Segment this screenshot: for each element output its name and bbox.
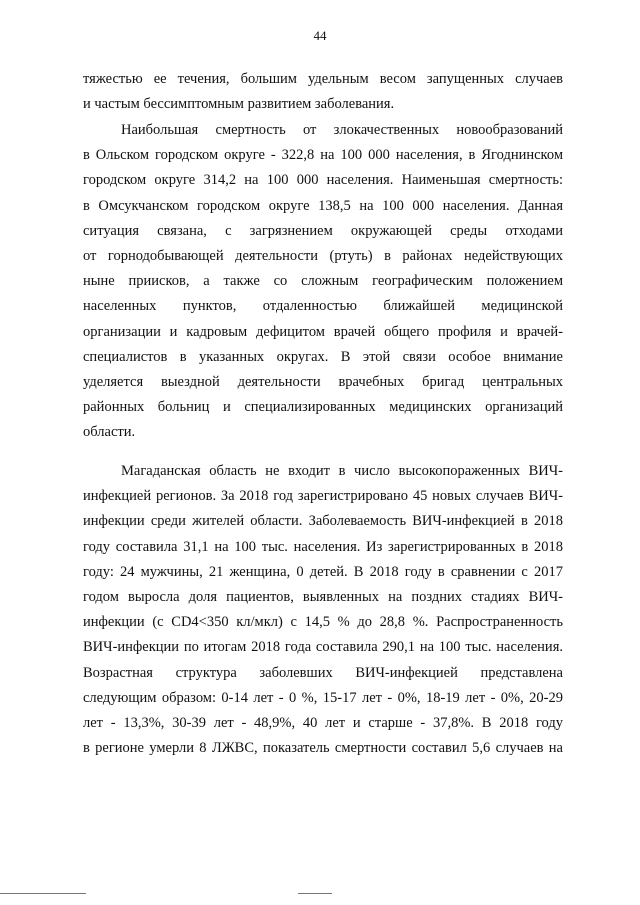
scan-edge-marks — [0, 893, 640, 899]
scan-mark — [298, 893, 332, 894]
text-line: году составила 31,1 на 100 тыс. населения. Из зарегистрированных в 2018 — [83, 538, 563, 555]
text-line: в регионе умерли 8 ЛЖВС, показатель смертности составил 5,6 случаев на — [83, 740, 563, 757]
text-line: Наибольшая смертность от злокачественных новообразований — [121, 122, 563, 138]
text-line: Магаданская область не входит в число высокопораженных ВИЧ- — [121, 463, 563, 479]
text-line: в Ольском городском округе - 322,8 на 100 000 населения, в Ягоднинском — [83, 147, 563, 164]
text-line: уделяется выездной деятельности врачебных бригад центральных — [83, 373, 563, 390]
text-line: тяжестью ее течения, большим удельным весом запущенных случаев — [83, 71, 563, 87]
text-line: ныне приисков, а также со сложным географическим положением — [83, 273, 563, 290]
text-line: населенных пунктов, отдаленностью ближайшей медицинской — [83, 298, 563, 315]
text-line: инфекцией регионов. За 2018 год зарегистрировано 45 новых случаев ВИЧ- — [83, 488, 563, 505]
text-line: области. — [83, 424, 136, 441]
text-line: Возрастная структура заболевших ВИЧ-инфекцией представлена — [83, 664, 563, 681]
text-line: городском округе 314,2 на 100 000 населения. Наименьшая смертность: — [83, 172, 563, 189]
text-line: организации и кадровым дефицитом врачей общего профиля и врачей- — [83, 323, 563, 340]
text-line: районных больниц и специализированных медицинских организаций — [83, 399, 563, 416]
text-line: лет - 13,3%, 30-39 лет - 48,9%, 40 лет и старше - 37,8%. В 2018 году — [83, 714, 563, 731]
scan-mark — [0, 893, 86, 894]
text-line: ситуация связана, с загрязнением окружающей среды отходами — [83, 222, 563, 239]
paragraph-hiv — [83, 459, 563, 761]
page-number: 44 — [313, 28, 327, 43]
text-line: от горнодобывающей деятельности (ртуть) в районах недействующих — [83, 247, 563, 264]
text-line: в Омсукчанском городском округе 138,5 на 100 000 населения. Данная — [83, 197, 563, 214]
paragraph-continuation — [83, 67, 563, 117]
text-line: году: 24 мужчины, 21 женщина, 0 детей. В 2018 году в сравнении с 2017 — [83, 563, 563, 580]
text-line: следующим образом: 0-14 лет - 0 %, 15-17 лет - 0%, 18-19 лет - 0%, 20-29 — [83, 689, 563, 706]
text-line: и частым бессимптомным развитием заболевания. — [83, 96, 395, 113]
text-line: инфекции (с CD4<350 кл/мкл) с 14,5 % до 28,8 %. Распространенность — [83, 614, 563, 631]
text-line: годом выросла доля пациентов, выявленных на поздних стадиях ВИЧ- — [83, 588, 563, 605]
text-line: инфекции среди жителей области. Заболеваемость ВИЧ-инфекцией в 2018 — [83, 513, 563, 530]
paragraph-mortality — [83, 118, 563, 445]
text-line: ВИЧ-инфекции по итогам 2018 года составила 290,1 на 100 тыс. населения. — [83, 639, 563, 656]
text-line: специалистов в указанных округах. В этой связи особое внимание — [83, 348, 563, 365]
